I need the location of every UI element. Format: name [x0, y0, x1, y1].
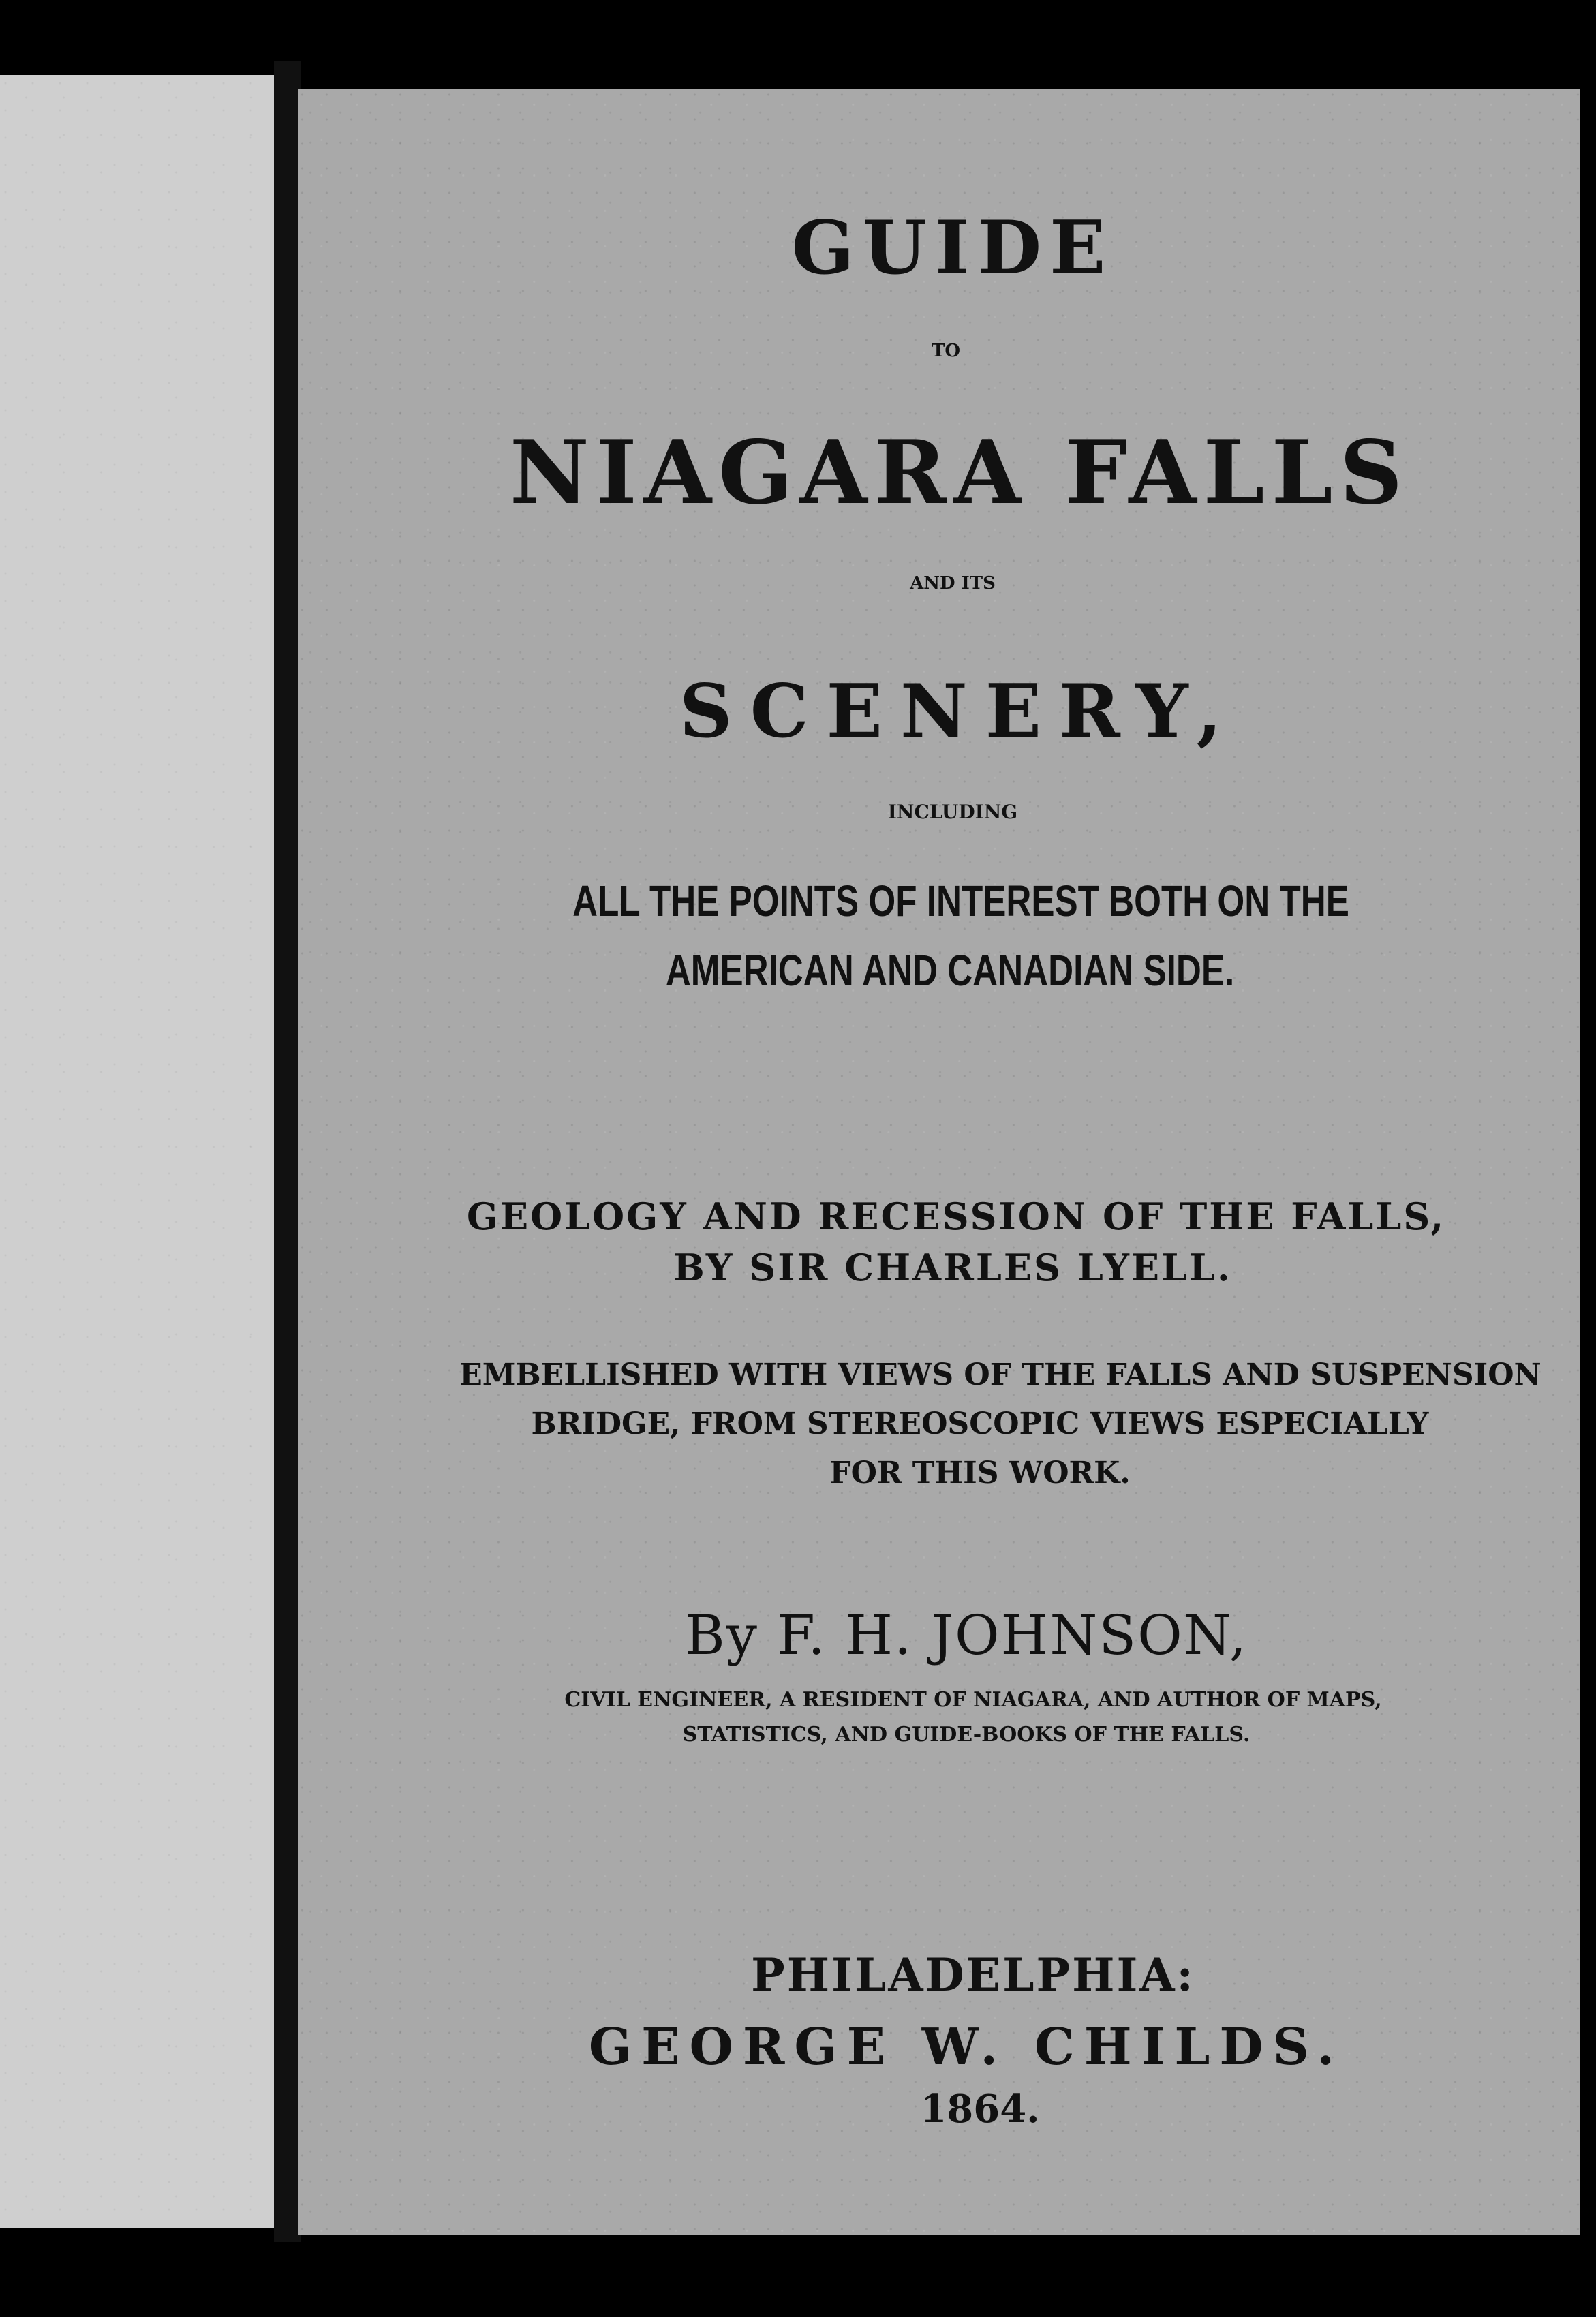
points-of-interest-line-2: AMERICAN AND CANADIAN SIDE.: [665, 946, 1235, 995]
publication-city: PHILADELPHIA:: [751, 1948, 1195, 2001]
title-and-its: AND ITS: [910, 573, 996, 594]
publisher-name: GEORGE W. CHILDS.: [588, 2018, 1345, 2076]
geology-line-1: GEOLOGY AND RECESSION OF THE FALLS,: [466, 1195, 1446, 1238]
title-page: [298, 89, 1580, 2235]
title-guide: GUIDE: [791, 205, 1114, 291]
book-gutter: [274, 61, 301, 2242]
points-of-interest-line-1: ALL THE POINTS OF INTEREST BOTH ON THE: [572, 876, 1349, 925]
geology-line-2: BY SIR CHARLES LYELL.: [673, 1246, 1232, 1289]
embellished-line-2: BRIDGE, FROM STEREOSCOPIC VIEWS ESPECIALLY: [531, 1407, 1429, 1441]
embellished-line-1: EMBELLISHED WITH VIEWS OF THE FALLS AND SUSPENSION: [459, 1357, 1541, 1392]
author-description-line-2: STATISTICS, AND GUIDE-BOOKS OF THE FALLS.: [682, 1723, 1250, 1747]
left-blank-page: [0, 75, 274, 2228]
embellished-line-3: FOR THIS WORK.: [829, 1456, 1131, 1490]
title-to: TO: [932, 341, 960, 361]
main-title: NIAGARA FALLS: [509, 422, 1410, 524]
title-including: INCLUDING: [887, 801, 1018, 823]
author-description-line-1: CIVIL ENGINEER, A RESIDENT OF NIAGARA, AND AUTHOR OF MAPS,: [564, 1688, 1382, 1712]
author-name: By F. H. JOHNSON,: [684, 1604, 1248, 1667]
publication-year: 1864.: [920, 2087, 1040, 2132]
title-scenery: SCENERY,: [679, 669, 1240, 754]
